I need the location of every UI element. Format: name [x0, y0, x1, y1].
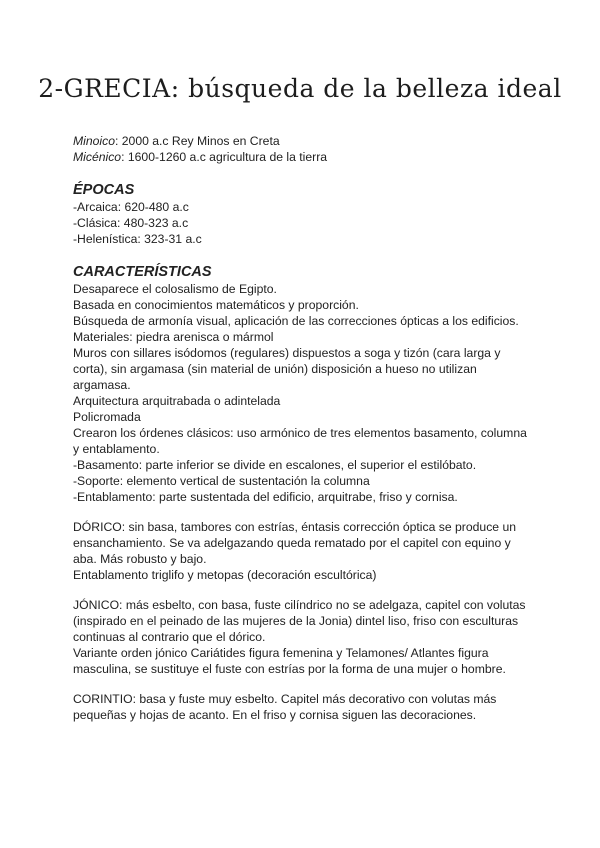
caracteristica-line: -Entablamento: parte sustentada del edificio, arquitrabe, friso y cornisa. [73, 490, 458, 504]
text-minoico: : 2000 a.c Rey Minos en Creta [115, 134, 280, 148]
caracteristica-line: -Soporte: elemento vertical de sustentación la columna [73, 474, 370, 488]
epoca-helenistica: -Helenística: 323-31 a.c [73, 232, 202, 246]
caracteristica-line: -Basamento: parte inferior se divide en escalones, el superior el estilóbato. [73, 458, 477, 472]
term-micenico: Micénico [73, 150, 122, 164]
caracteristica-line: Arquitectura arquitrabada o adintelada [73, 394, 281, 408]
epoca-clasica: -Clásica: 480-323 a.c [73, 216, 189, 230]
jonico-paragraph: JÓNICO: más esbelto, con basa, fuste cilíndrico no se adelgaza, capitel con volutas (inspirado en el peinado de las mujeres de la Jonia) dintel liso, friso con esculturas continuas al contrario que el dórico. [73, 598, 526, 644]
term-minoico: Minoico [73, 134, 115, 148]
dorico-entablamento: Entablamento triglifo y metopas (decoración escultórica) [73, 568, 377, 582]
intro-line-micenico [73, 149, 533, 165]
intro-line-minoico [73, 133, 533, 149]
document-body [73, 133, 533, 723]
page-title: 2-GRECIA: búsqueda de la belleza ideal [38, 74, 562, 103]
dorico-paragraph: DÓRICO: sin basa, tambores con estrías, éntasis corrección óptica se produce un ensanchamiento. Se va adelgazando queda rematado por el capitel con equino y aba. Más robusto y bajo. [73, 520, 517, 566]
epocas-heading: ÉPOCAS [73, 182, 135, 198]
caracteristica-line: Materiales: piedra arenisca o mármol [73, 330, 274, 344]
corintio-paragraph: CORINTIO: basa y fuste muy esbelto. Capitel más decorativo con volutas más pequeñas y hojas de acanto. En el friso y cornisa siguen las decoraciones. [73, 692, 497, 722]
epoca-arcaica: -Arcaica: 620-480 a.c [73, 200, 189, 214]
caracteristica-line: Desaparece el colosalismo de Egipto. [73, 282, 277, 296]
caracteristica-line: Búsqueda de armonía visual, aplicación de las correcciones ópticas a los edificios. [73, 314, 519, 328]
caracteristicas-heading: CARACTERÍSTICAS [73, 264, 212, 280]
caracteristica-line: Crearon los órdenes clásicos: uso armónico de tres elementos basamento, columna y entablamento. [73, 426, 527, 456]
caracteristica-line: Basada en conocimientos matemáticos y proporción. [73, 298, 359, 312]
caracteristica-line: Policromada [73, 410, 141, 424]
caracteristica-line: Muros con sillares isódomos (regulares) dispuestos a soga y tizón (cara larga y corta), sin argamasa (sin material de unión) disposición a hueso no utilizan argamasa. [73, 346, 501, 392]
jonico-variante: Variante orden jónico Cariátides figura femenina y Telamones/ Atlantes figura masculina, se sustituye el fuste con estrías por la forma de una mujer o hombre. [73, 646, 506, 676]
text-micenico: : 1600-1260 a.c agricultura de la tierra [121, 150, 328, 164]
